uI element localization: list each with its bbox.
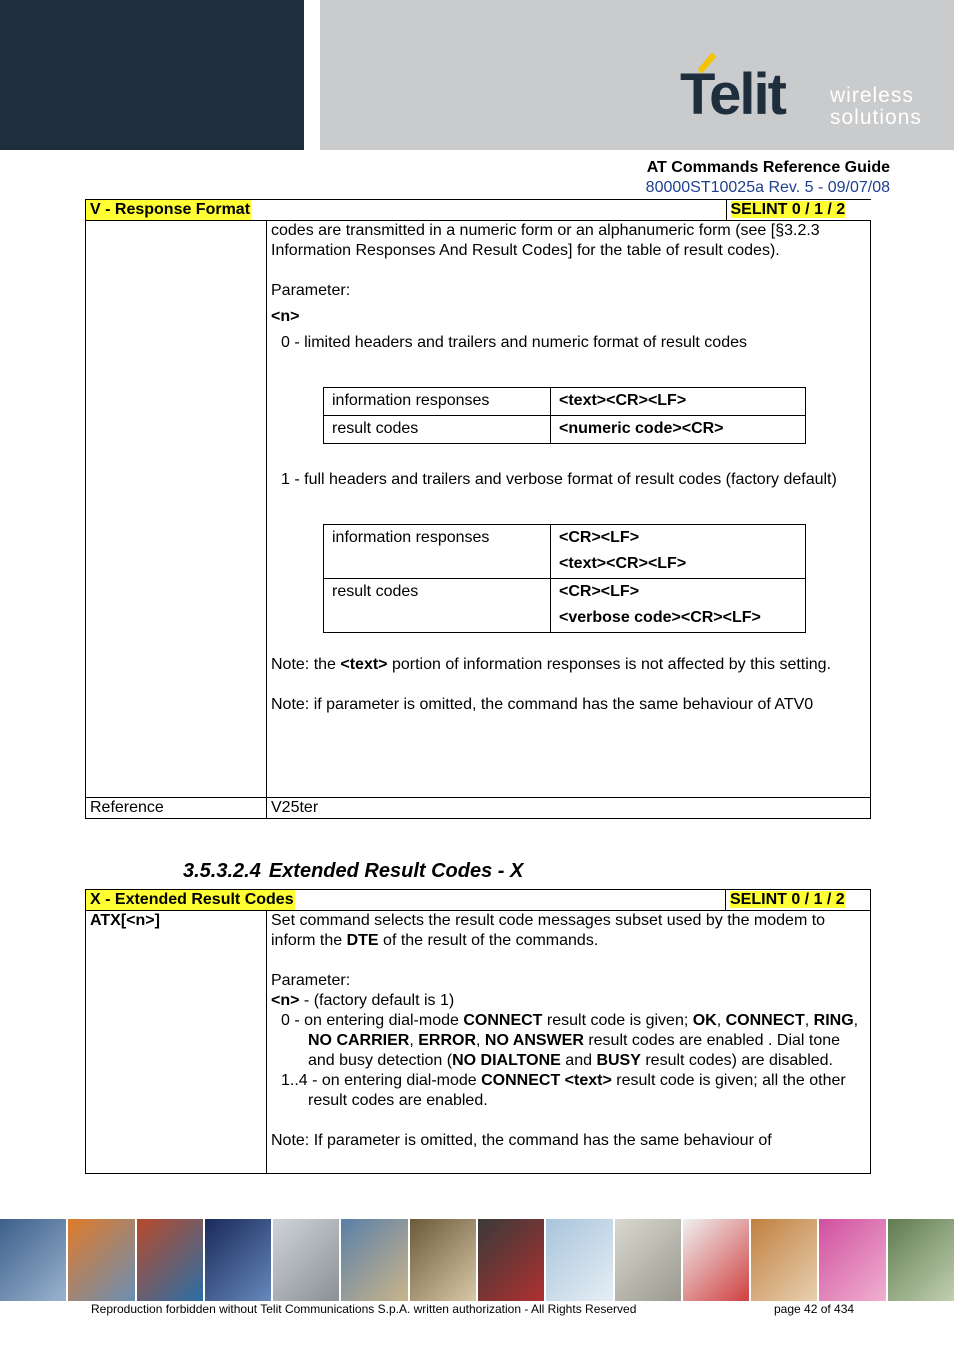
description <box>271 911 866 951</box>
photo-image <box>546 1219 614 1301</box>
param-name: <n> <box>271 992 300 1009</box>
parameter-label: Parameter: <box>271 972 351 989</box>
note-pre: Note: the <box>271 656 341 673</box>
cell-value <box>551 579 806 633</box>
photo-image <box>273 1219 341 1301</box>
footer-photo-strip <box>0 1219 954 1301</box>
table-extended-result-codes <box>85 889 871 1174</box>
t: 0 - on entering dial-mode <box>281 1012 464 1029</box>
desc-bold: DTE <box>346 932 379 949</box>
photo-image <box>68 1219 136 1301</box>
command-syntax: ATX[<n>] <box>86 911 267 1174</box>
table-title: X - Extended Result Codes <box>86 890 295 910</box>
t: CONNECT <text> <box>481 1072 612 1089</box>
t: RING <box>813 1012 854 1029</box>
cell-value: <text><CR><LF> <box>551 388 806 416</box>
photo-image <box>683 1219 751 1301</box>
cell-value <box>551 525 806 579</box>
parameter-label: Parameter: <box>271 282 351 299</box>
section-heading <box>183 860 523 883</box>
intro-text: codes are transmitted in a numeric form or an alphanumeric form (see [§3.2.3 Information Responses And Result Codes] for the table of result codes). <box>271 222 820 259</box>
cell-label: information responses <box>324 388 551 416</box>
photo-image <box>888 1219 954 1301</box>
description-cell <box>267 911 871 1174</box>
cell-label: information responses <box>324 525 551 579</box>
param-name: <n> <box>271 308 300 325</box>
note-omitted: Note: If parameter is omitted, the command has the same behaviour of <box>271 1132 772 1149</box>
param-line <box>271 991 866 1011</box>
left-cell-empty <box>86 221 267 798</box>
table-header-row <box>86 200 871 221</box>
t: result code is given; all the other result codes are enabled. <box>308 1072 846 1109</box>
t: CONNECT <box>725 1012 805 1029</box>
note-text-portion <box>271 655 866 675</box>
cell-label: result codes <box>324 416 551 444</box>
t: result codes are enabled . Dial tone and busy detection ( <box>308 1032 841 1069</box>
t: ERROR <box>418 1032 477 1049</box>
param-default: - (factory default is 1) <box>299 992 455 1009</box>
description-cell <box>267 221 871 798</box>
t: OK <box>692 1012 717 1029</box>
t: , <box>716 1012 726 1029</box>
option-1-4 <box>271 1071 866 1111</box>
t: result codes) are disabled. <box>640 1052 833 1069</box>
option-1: 1 - full headers and trailers and verbose format of result codes (factory default) <box>281 471 837 488</box>
cell-value-line: <CR><LF> <box>559 583 640 600</box>
photo-image <box>0 1219 68 1301</box>
selint-badge: SELINT 0 / 1 / 2 <box>730 891 845 908</box>
t: , <box>476 1032 485 1049</box>
cell-label: result codes <box>324 579 551 633</box>
reference-label: Reference <box>86 798 267 819</box>
section-number: 3.5.3.2.4 <box>183 860 261 882</box>
page-number: page 42 of 434 <box>774 1302 855 1316</box>
logo-tagline-2: solutions <box>830 106 922 129</box>
t: NO CARRIER <box>308 1032 410 1049</box>
table-response-format <box>85 199 871 819</box>
table-row <box>324 579 806 633</box>
photo-image <box>410 1219 478 1301</box>
photo-image <box>478 1219 546 1301</box>
photo-image <box>819 1219 887 1301</box>
t: , <box>853 1012 859 1029</box>
t: BUSY <box>596 1052 641 1069</box>
option-0: 0 - limited headers and trailers and numeric format of result codes <box>281 334 747 351</box>
opt0-format-table <box>323 387 806 444</box>
t: 1..4 - on entering dial-mode <box>281 1072 482 1089</box>
desc-pre: Set command selects the result code messages subset used by the modem to inform the <box>271 912 826 949</box>
cell-value-line: <text><CR><LF> <box>559 555 687 572</box>
reference-row <box>86 798 871 819</box>
doc-title: AT Commands Reference Guide <box>646 159 890 176</box>
note-bold: <text> <box>340 656 388 673</box>
t: NO ANSWER <box>484 1032 584 1049</box>
t: result code is given; <box>542 1012 693 1029</box>
telit-logo <box>678 52 938 132</box>
section-title: Extended Result Codes - X <box>268 860 524 882</box>
option-0 <box>271 1011 866 1071</box>
note-omitted: Note: if parameter is omitted, the command has the same behaviour of ATV0 <box>271 696 814 713</box>
selint-cell <box>725 890 870 910</box>
photo-image <box>615 1219 683 1301</box>
cell-value-line: <verbose code><CR><LF> <box>559 609 761 626</box>
t: NO DIALTONE <box>452 1052 561 1069</box>
cell-value: <numeric code><CR> <box>551 416 806 444</box>
logo-text: Telit <box>680 62 785 127</box>
doc-id: 80000ST10025a Rev. 5 - 09/07/08 <box>645 179 890 196</box>
table-body-row <box>86 911 871 1174</box>
table-title: V - Response Format <box>86 200 251 220</box>
desc-post: of the result of the commands. <box>378 932 599 949</box>
table-row <box>324 525 806 579</box>
header-dark-panel <box>0 0 304 150</box>
reference-value: V25ter <box>267 798 871 819</box>
photo-image <box>751 1219 819 1301</box>
photo-image <box>341 1219 409 1301</box>
t: , <box>804 1012 810 1029</box>
logo-tagline-1: wireless <box>830 84 914 107</box>
t: and <box>560 1052 597 1069</box>
cell-value-line: <CR><LF> <box>559 529 640 546</box>
opt1-format-table <box>323 524 806 633</box>
selint-cell <box>726 200 871 220</box>
t: CONNECT <box>463 1012 543 1029</box>
table-row <box>324 416 806 444</box>
photo-image <box>205 1219 273 1301</box>
note-post: portion of information responses is not affected by this setting. <box>387 656 832 673</box>
table-row <box>324 388 806 416</box>
selint-badge: SELINT 0 / 1 / 2 <box>730 201 846 218</box>
table-header-row <box>86 890 871 911</box>
table-body-row <box>86 221 871 798</box>
copyright-text: Reproduction forbidden without Telit Communications S.p.A. written authorization - All Rights Reserved <box>91 1302 637 1316</box>
photo-image <box>137 1219 205 1301</box>
document-header <box>646 158 890 198</box>
logo-tagline <box>830 85 922 129</box>
t: , <box>409 1032 419 1049</box>
